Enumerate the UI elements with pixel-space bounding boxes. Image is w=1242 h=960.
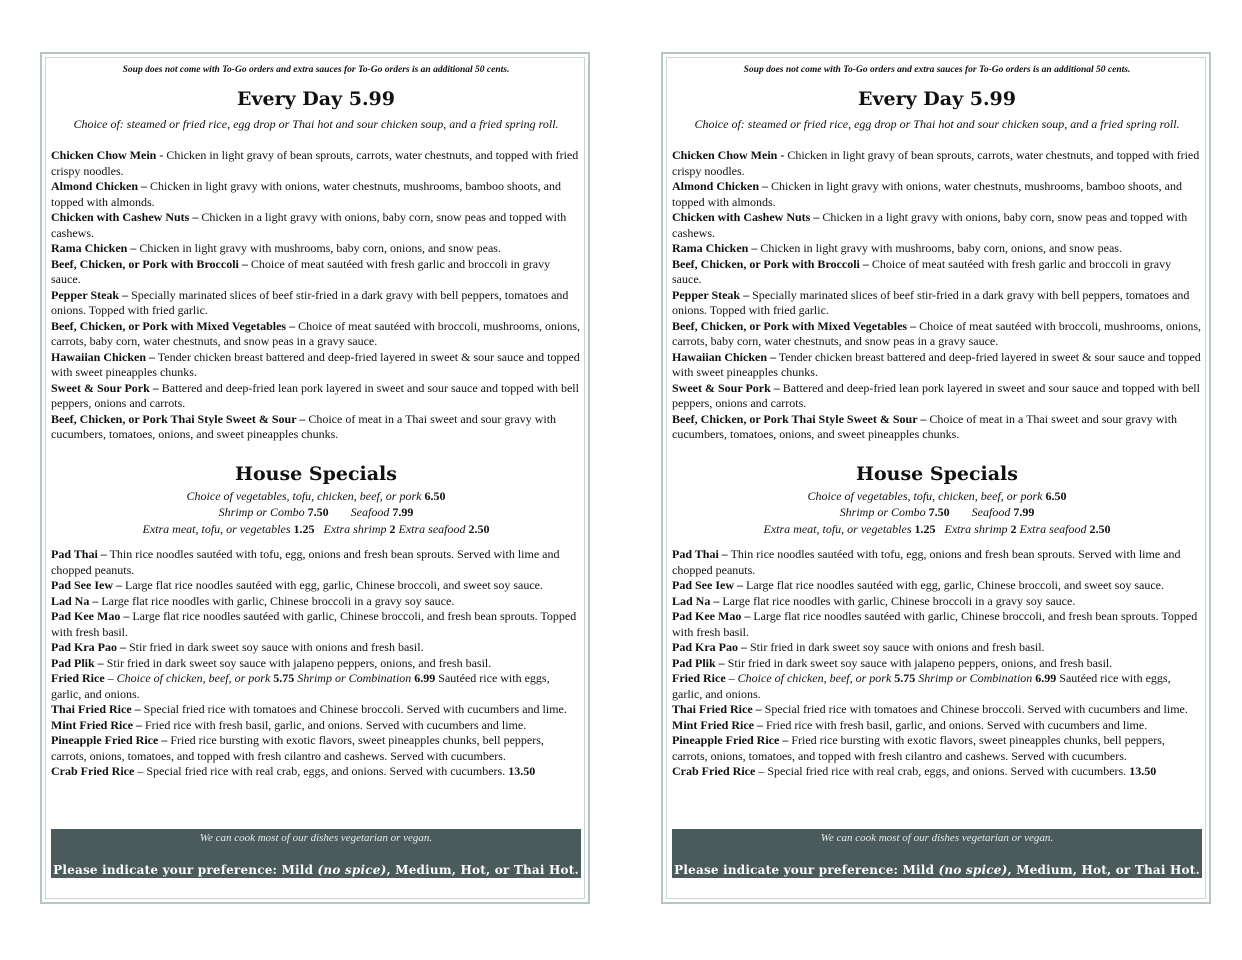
price-label: Choice of vegetables, tofu, chicken, beef, or pork	[186, 488, 422, 503]
menu-item	[51, 718, 581, 734]
item-desc: Chicken in light gravy of bean sprouts, carrots, water chestnuts, and topped with fried crispy noodles.	[672, 148, 1200, 178]
menu-item	[672, 350, 1202, 381]
menu-item	[51, 578, 581, 594]
item-desc: Special fried rice with tomatoes and Chinese broccoli. Served with cucumbers and lime.	[761, 702, 1188, 717]
menu-item	[51, 609, 581, 640]
menu-content	[672, 64, 1202, 780]
item-name: Beef, Chicken, or Pork with Broccoli –	[51, 256, 248, 271]
to-go-notice: Soup does not come with To-Go orders and extra sauces for To-Go orders is an additional 50 cents.	[122, 65, 510, 75]
preference-banner	[672, 829, 1202, 878]
item-desc: Large flat rice noodles sautéed with egg, garlic, Chinese broccoli, and sweet soy sauce.	[122, 578, 543, 593]
item-desc: – Special fried rice with real crab, eggs, and onions. Served with cucumbers.	[755, 764, 1130, 779]
to-go-notice: Soup does not come with To-Go orders and extra sauces for To-Go orders is an additional 50 cents.	[743, 65, 1131, 75]
item-desc: Choice of meat sautéed with broccoli, mushrooms, onions, carrots, baby corn, water chestnuts, and snow peas in a gravy sauce.	[51, 318, 581, 348]
menu-item	[51, 594, 581, 610]
item-desc: Specially marinated slices of beef stir-fried in a dark gravy with bell peppers, tomatoes and onions. Topped with fried garlic.	[51, 287, 569, 317]
house-specials-items	[51, 547, 581, 780]
menu-item	[51, 288, 581, 319]
spice-preference-note	[672, 862, 1202, 878]
menu-item	[672, 148, 1202, 179]
preference-banner	[51, 829, 581, 878]
item-desc: Chicken in light gravy of bean sprouts, carrots, water chestnuts, and topped with fried crispy noodles.	[51, 148, 579, 178]
pref-text: , Medium, Hot, or Thai Hot.	[1007, 863, 1200, 877]
pref-text: Please indicate your preference: Mild	[53, 863, 318, 877]
price-label: Extra seafood	[1019, 521, 1087, 536]
every-day-items	[51, 148, 581, 443]
item-desc: Fried rice bursting with exotic flavors, sweet pineapples chunks, bell peppers, carrots, onions, tomatoes, and topped with fresh cilantro and cashews. Served with cucumbers.	[672, 733, 1165, 763]
price-value: 2	[389, 521, 396, 536]
item-name: Mint Fried Rice –	[51, 717, 142, 732]
item-name: Fried Rice	[51, 671, 105, 686]
item-name: Crab Fried Rice	[51, 764, 135, 779]
menu-item	[51, 148, 581, 179]
menu-item	[672, 733, 1202, 764]
menu-item	[672, 288, 1202, 319]
item-name: Pad Kee Mao –	[672, 609, 751, 624]
item-desc: Fried rice with fresh basil, garlic, and onions. Served with cucumbers and lime.	[141, 717, 527, 732]
price-value: 2.50	[468, 521, 490, 536]
pref-text: , Medium, Hot, or Thai Hot.	[386, 863, 579, 877]
vegan-note: We can cook most of our dishes vegetarian or vegan.	[199, 832, 433, 844]
menu-item	[672, 718, 1202, 734]
item-desc: Sautéed rice with eggs, garlic, and onions.	[672, 671, 1171, 701]
menu-item-fried-rice	[51, 671, 581, 702]
item-name: Chicken Chow Mein -	[672, 148, 785, 162]
price-value: 1.25	[914, 521, 936, 536]
price-line	[672, 488, 1202, 505]
house-specials-title: House Specials	[235, 462, 397, 485]
item-name: Lad Na –	[672, 593, 720, 608]
item-desc: Thin rice noodles sautéed with tofu, egg, onions and fresh bean sprouts. Served with lime and chopped peanuts.	[672, 547, 1181, 577]
item-option: Shrimp or Combination	[294, 671, 415, 686]
item-name: Pepper Steak –	[672, 287, 750, 302]
item-name: Pad Thai –	[51, 547, 107, 562]
item-desc: Specially marinated slices of beef stir-fried in a dark gravy with bell peppers, tomatoes and onions. Topped with fried garlic.	[672, 287, 1190, 317]
item-desc: Stir fried in dark sweet soy sauce with jalapeno peppers, onions, and fresh basil.	[724, 655, 1113, 670]
menu-item-fried-rice	[672, 671, 1202, 702]
price-line	[51, 521, 581, 538]
pref-text: Please indicate your preference: Mild	[674, 863, 939, 877]
item-desc: Choice of meat sautéed with broccoli, mushrooms, onions, carrots, baby corn, water chestnuts, and snow peas in a gravy sauce.	[672, 318, 1202, 348]
item-desc: Stir fried in dark sweet soy sauce with onions and fresh basil.	[747, 640, 1045, 655]
item-name: Hawaiian Chicken –	[672, 349, 777, 364]
item-desc: Battered and deep-fried lean pork layered in sweet and sour sauce and topped with bell peppers, onions and carrots.	[672, 380, 1200, 410]
item-name: Pad Plik –	[51, 655, 104, 670]
every-day-items	[672, 148, 1202, 443]
item-price: 6.99	[1035, 671, 1057, 686]
house-specials-pricing	[51, 488, 581, 538]
menu-item	[672, 179, 1202, 210]
item-name: Beef, Chicken, or Pork with Mixed Vegetables –	[51, 318, 296, 333]
item-name: Pad Plik –	[672, 655, 725, 670]
item-desc: Chicken in light gravy with onions, water chestnuts, mushrooms, bamboo shoots, and topped with almonds.	[51, 179, 561, 209]
item-name: Sweet & Sour Pork –	[51, 380, 159, 395]
item-name: Hawaiian Chicken –	[51, 349, 156, 364]
item-desc: Large flat rice noodles with garlic, Chinese broccoli in a gravy soy sauce.	[719, 593, 1076, 608]
menu-item	[672, 319, 1202, 350]
item-name: Beef, Chicken, or Pork with Mixed Vegetables –	[672, 318, 917, 333]
menu-item	[51, 257, 581, 288]
price-value: 2.50	[1089, 521, 1111, 536]
item-name: Pad Kra Pao –	[672, 640, 747, 655]
menu-item	[672, 609, 1202, 640]
menu-item	[672, 656, 1202, 672]
item-name: Thai Fried Rice –	[672, 702, 762, 717]
item-price: 5.75	[273, 671, 295, 686]
item-name: Fried Rice	[672, 671, 726, 686]
price-label: Extra shrimp	[944, 521, 1008, 536]
menu-item	[51, 350, 581, 381]
item-desc: Tender chicken breast battered and deep-fried layered in sweet & sour sauce and topped with sweet pineapples chunks.	[672, 349, 1201, 379]
item-dash: –	[725, 671, 738, 686]
item-name: Thai Fried Rice –	[51, 702, 141, 717]
item-name: Chicken with Cashew Nuts –	[51, 210, 199, 224]
item-desc: Large flat rice noodles sautéed with garlic, Chinese broccoli, and fresh bean sprouts. Topped with fresh basil.	[672, 609, 1198, 639]
item-name: Pad Kee Mao –	[51, 609, 130, 624]
item-name: Pad Kra Pao –	[51, 640, 126, 655]
menu-item	[51, 547, 581, 578]
price-label: Extra meat, tofu, or vegetables	[142, 521, 291, 536]
item-desc: Battered and deep-fried lean pork layered in sweet and sour sauce and topped with bell peppers, onions and carrots.	[51, 380, 579, 410]
menu-item	[51, 319, 581, 350]
item-option: Choice of chicken, beef, or pork	[737, 671, 895, 686]
item-name: Pad See Iew –	[672, 578, 743, 593]
item-desc: Large flat rice noodles with garlic, Chinese broccoli in a gravy soy sauce.	[98, 593, 455, 608]
item-name: Lad Na –	[51, 593, 99, 608]
every-day-subtitle: Choice of: steamed or fried rice, egg drop or Thai hot and sour chicken soup, and a fried spring roll.	[73, 117, 559, 131]
price-line	[51, 504, 581, 521]
price-label: Extra shrimp	[323, 521, 387, 536]
menu-item	[51, 656, 581, 672]
item-name: Beef, Chicken, or Pork with Broccoli –	[672, 256, 869, 271]
item-desc: Chicken in light gravy with mushrooms, baby corn, onions, and snow peas.	[136, 241, 501, 255]
price-label: Shrimp or Combo	[218, 505, 305, 520]
spice-preference-note	[51, 862, 581, 878]
item-option: Choice of chicken, beef, or pork	[116, 671, 274, 686]
price-label: Seafood	[971, 505, 1011, 520]
item-name: Rama Chicken –	[51, 241, 137, 255]
item-name: Chicken Chow Mein -	[51, 148, 164, 162]
item-desc: Choice of meat in a Thai sweet and sour gravy with cucumbers, tomatoes, onions, and sweet pineapples chunks.	[51, 411, 557, 441]
item-name: Chicken with Cashew Nuts –	[672, 210, 820, 224]
item-desc: Chicken in a light gravy with onions, baby corn, snow peas and topped with cashews.	[672, 210, 1188, 240]
item-name: Almond Chicken –	[51, 179, 148, 193]
price-value: 7.50	[928, 505, 950, 520]
price-line	[51, 488, 581, 505]
item-dash: –	[104, 671, 117, 686]
house-specials-items	[672, 547, 1202, 780]
item-name: Almond Chicken –	[672, 179, 769, 193]
pref-text-italic: (no spice)	[938, 863, 1008, 877]
item-desc: Choice of meat sautéed with fresh garlic and broccoli in gravy sauce.	[51, 256, 551, 286]
item-desc: Chicken in a light gravy with onions, baby corn, snow peas and topped with cashews.	[51, 210, 567, 240]
menu-item	[672, 640, 1202, 656]
price-label: Extra meat, tofu, or vegetables	[763, 521, 912, 536]
menu-item	[672, 241, 1202, 257]
item-price: 5.75	[894, 671, 916, 686]
item-desc: Thin rice noodles sautéed with tofu, egg, onions and fresh bean sprouts. Served with lime and chopped peanuts.	[51, 547, 560, 577]
price-value: 6.50	[424, 488, 446, 503]
menu-item	[51, 733, 581, 764]
item-name: Beef, Chicken, or Pork Thai Style Sweet & Sour –	[672, 411, 927, 426]
item-desc: Special fried rice with tomatoes and Chinese broccoli. Served with cucumbers and lime.	[140, 702, 567, 717]
item-desc: – Special fried rice with real crab, eggs, and onions. Served with cucumbers.	[134, 764, 509, 779]
item-price: 13.50	[1129, 764, 1157, 779]
price-line	[672, 521, 1202, 538]
every-day-title: Every Day 5.99	[237, 88, 395, 110]
menu-item	[672, 578, 1202, 594]
item-desc: Large flat rice noodles sautéed with egg, garlic, Chinese broccoli, and sweet soy sauce.	[743, 578, 1164, 593]
item-desc: Choice of meat sautéed with fresh garlic and broccoli in gravy sauce.	[672, 256, 1172, 286]
price-label: Extra seafood	[398, 521, 466, 536]
item-option: Shrimp or Combination	[915, 671, 1036, 686]
vegan-note: We can cook most of our dishes vegetarian or vegan.	[820, 832, 1054, 844]
menu-item-crab-fried-rice	[51, 764, 581, 780]
menu-item	[672, 257, 1202, 288]
menu-item	[51, 412, 581, 443]
item-desc: Stir fried in dark sweet soy sauce with onions and fresh basil.	[126, 640, 424, 655]
menu-page-left	[40, 52, 590, 904]
menu-item	[672, 210, 1202, 241]
menu-item	[51, 241, 581, 257]
item-name: Mint Fried Rice –	[672, 717, 763, 732]
menu-item	[51, 210, 581, 241]
menu-page-right	[661, 52, 1211, 904]
item-name: Rama Chicken –	[672, 241, 758, 255]
menu-item	[51, 640, 581, 656]
item-name: Pineapple Fried Rice –	[51, 733, 168, 748]
price-line	[672, 504, 1202, 521]
item-name: Pad Thai –	[672, 547, 728, 562]
menu-content	[51, 64, 581, 780]
menu-item	[672, 381, 1202, 412]
item-price: 13.50	[508, 764, 536, 779]
menu-item	[51, 179, 581, 210]
price-value: 7.99	[392, 505, 414, 520]
price-value: 6.50	[1045, 488, 1067, 503]
price-value: 1.25	[293, 521, 315, 536]
item-price: 6.99	[414, 671, 436, 686]
menu-item	[672, 547, 1202, 578]
item-name: Pineapple Fried Rice –	[672, 733, 789, 748]
every-day-title: Every Day 5.99	[858, 88, 1016, 110]
item-desc: Sautéed rice with eggs, garlic, and onions.	[51, 671, 550, 701]
item-name: Crab Fried Rice	[672, 764, 756, 779]
item-name: Pepper Steak –	[51, 287, 129, 302]
menu-item-crab-fried-rice	[672, 764, 1202, 780]
item-desc: Chicken in light gravy with mushrooms, baby corn, onions, and snow peas.	[757, 241, 1122, 255]
pref-text-italic: (no spice)	[317, 863, 387, 877]
house-specials-title: House Specials	[856, 462, 1018, 485]
item-desc: Tender chicken breast battered and deep-fried layered in sweet & sour sauce and topped with sweet pineapples chunks.	[51, 349, 580, 379]
price-label: Shrimp or Combo	[839, 505, 926, 520]
price-value: 7.99	[1013, 505, 1035, 520]
item-desc: Stir fried in dark sweet soy sauce with jalapeno peppers, onions, and fresh basil.	[103, 655, 492, 670]
price-value: 2	[1010, 521, 1017, 536]
item-name: Beef, Chicken, or Pork Thai Style Sweet & Sour –	[51, 411, 306, 426]
item-desc: Fried rice bursting with exotic flavors, sweet pineapples chunks, bell peppers, carrots, onions, tomatoes, and topped with fresh cilantro and cashews. Served with cucumbers.	[51, 733, 544, 763]
menu-item	[672, 702, 1202, 718]
menu-item	[672, 594, 1202, 610]
item-name: Pad See Iew –	[51, 578, 122, 593]
item-desc: Choice of meat in a Thai sweet and sour gravy with cucumbers, tomatoes, onions, and sweet pineapples chunks.	[672, 411, 1178, 441]
price-label: Choice of vegetables, tofu, chicken, beef, or pork	[807, 488, 1043, 503]
item-desc: Fried rice with fresh basil, garlic, and onions. Served with cucumbers and lime.	[762, 717, 1148, 732]
menu-item	[51, 381, 581, 412]
menu-item	[51, 702, 581, 718]
price-value: 7.50	[307, 505, 329, 520]
item-desc: Large flat rice noodles sautéed with garlic, Chinese broccoli, and fresh bean sprouts. Topped with fresh basil.	[51, 609, 577, 639]
menu-item	[672, 412, 1202, 443]
every-day-subtitle: Choice of: steamed or fried rice, egg drop or Thai hot and sour chicken soup, and a fried spring roll.	[694, 117, 1180, 131]
item-desc: Chicken in light gravy with onions, water chestnuts, mushrooms, bamboo shoots, and topped with almonds.	[672, 179, 1182, 209]
house-specials-pricing	[672, 488, 1202, 538]
price-label: Seafood	[350, 505, 390, 520]
item-name: Sweet & Sour Pork –	[672, 380, 780, 395]
